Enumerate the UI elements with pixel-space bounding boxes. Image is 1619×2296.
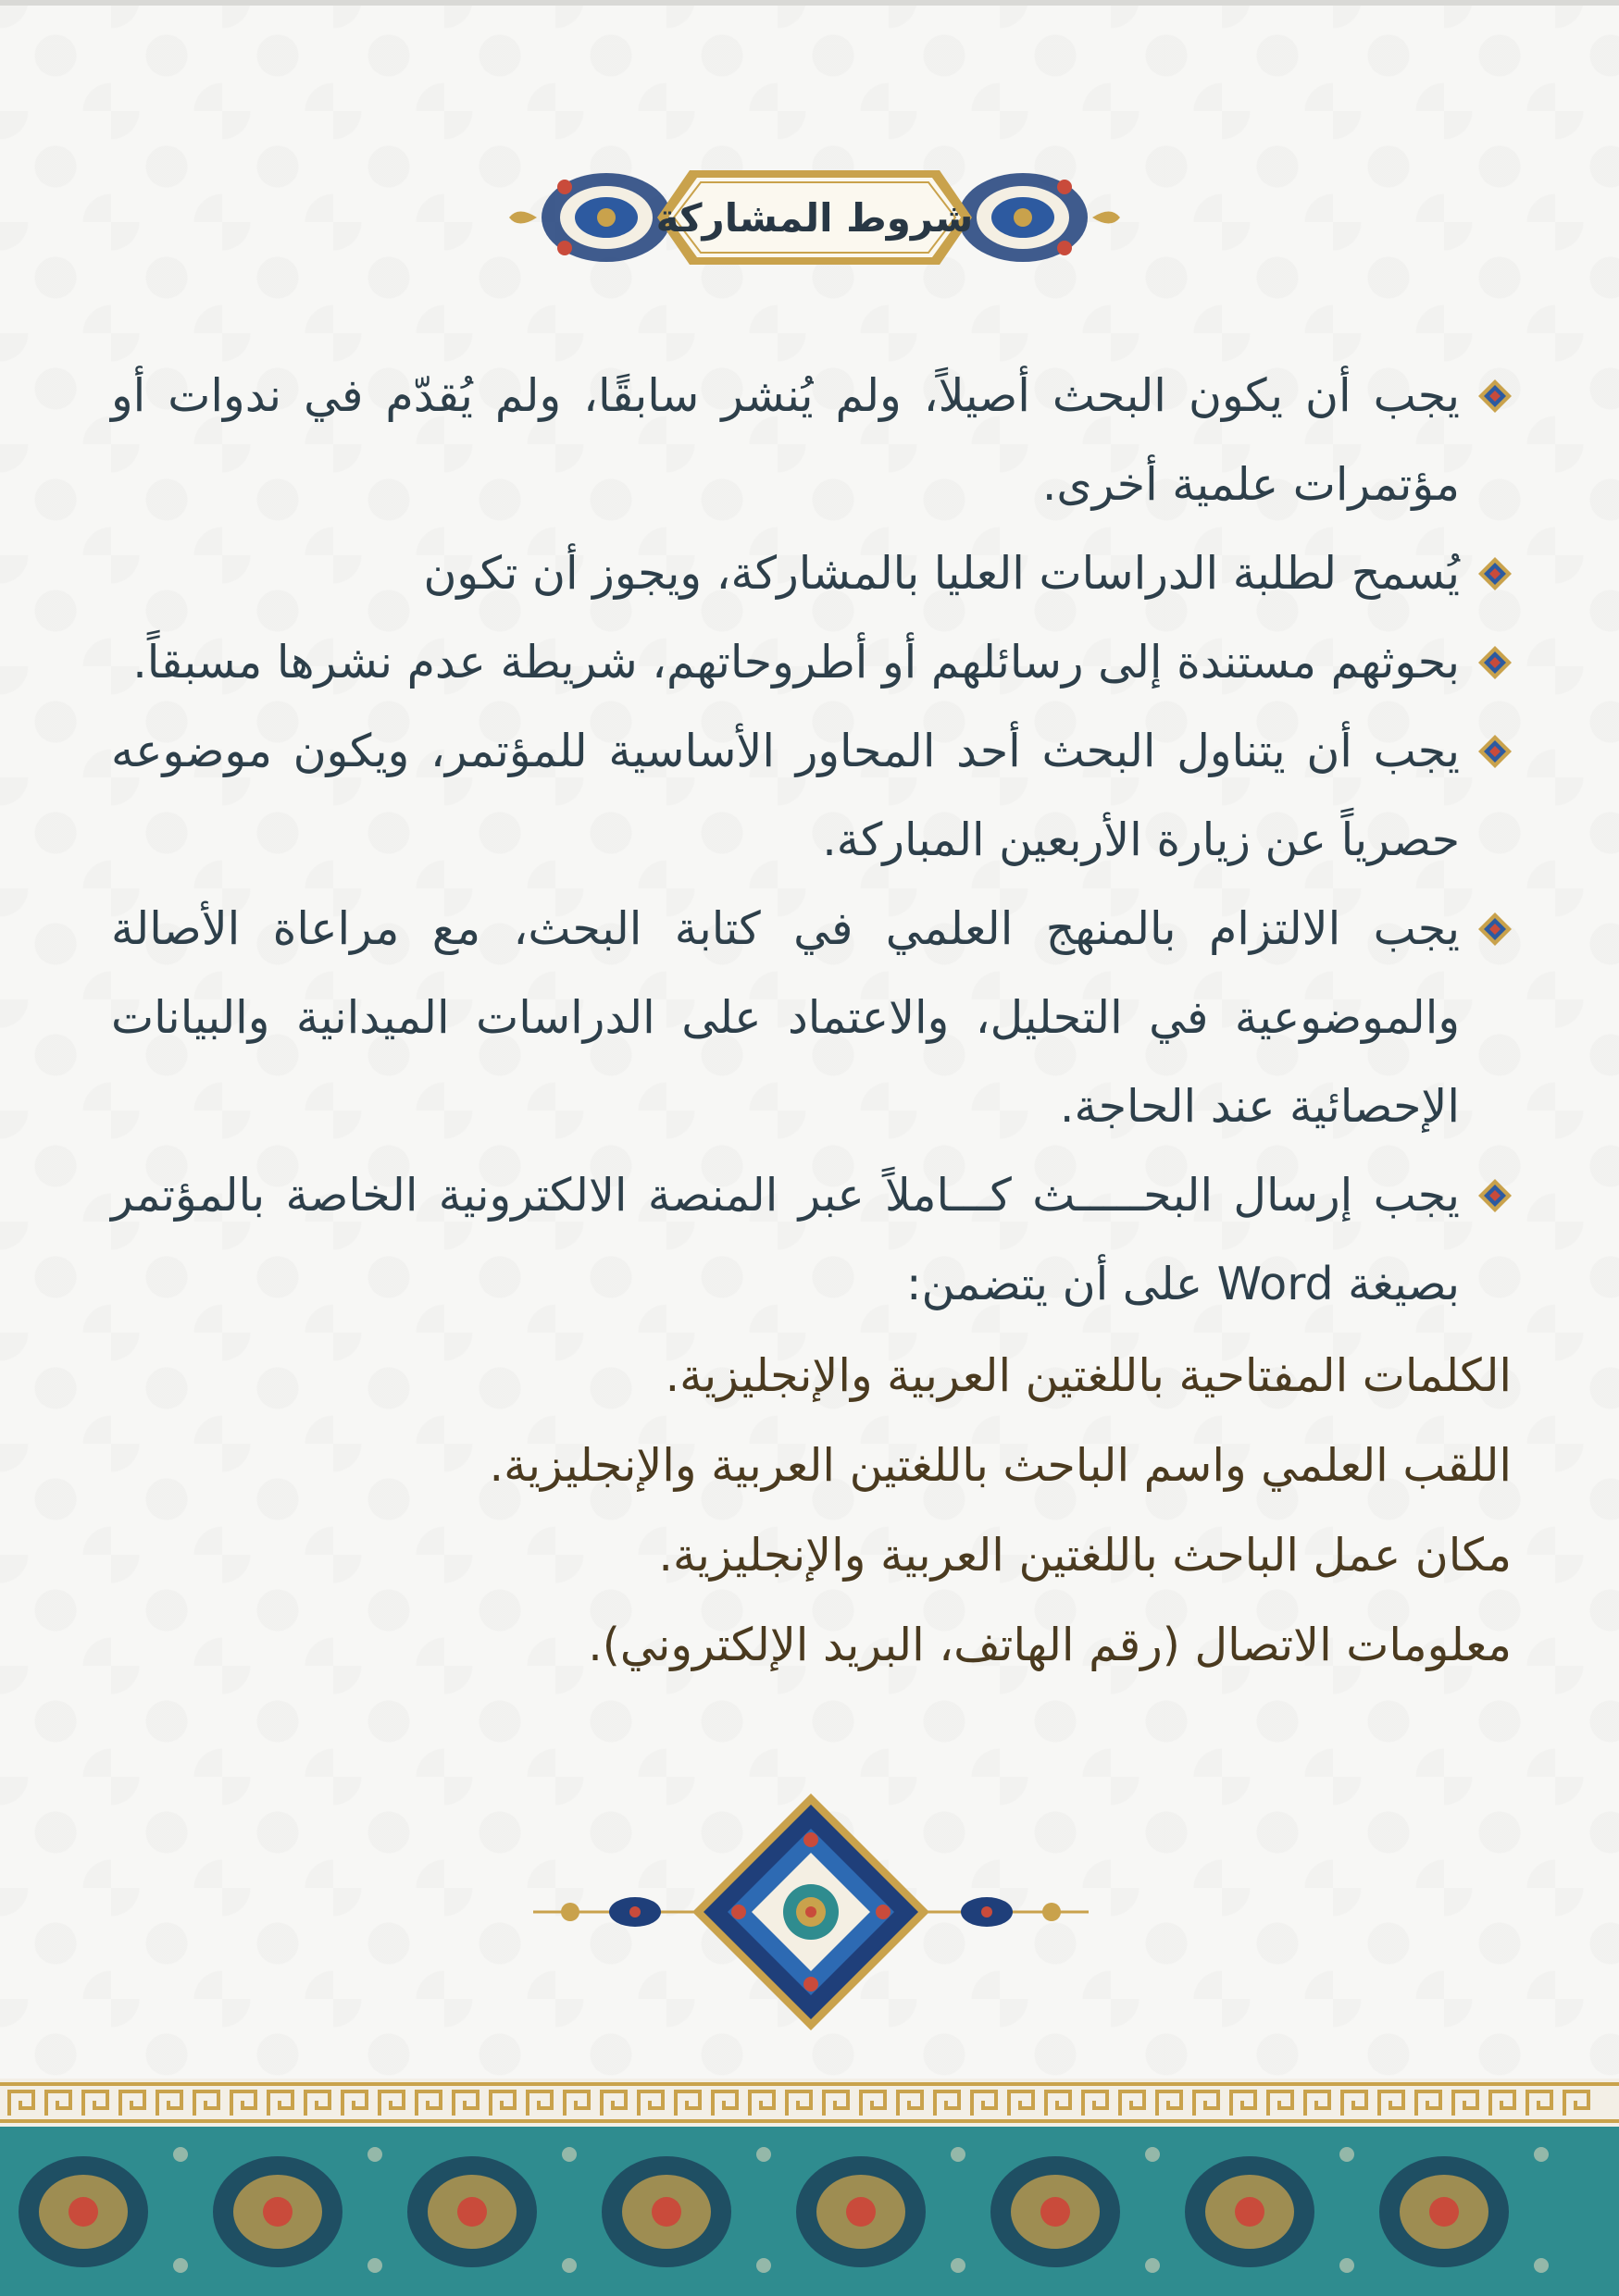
required-fields-list [111,1331,1513,1690]
title-banner [509,159,1120,276]
list-item [111,885,1513,1151]
page-title: شروط المشاركة [655,194,974,241]
diamond-bullet-icon [1476,1177,1513,1214]
top-border-line [0,0,1619,6]
medallion-icon [515,1792,1107,2032]
item-text: يجب أن يتناول البحث أحد المحاور الأساسية للمؤتمر، ويكون موضوعه حصرياً عن زيارة الأربعين المباركة. [111,725,1460,866]
list-item [111,618,1513,707]
item-text: يجب الالتزام بالمنهج العلمي في كتابة البحث، مع مراعاة الأصالة والموضوعية في التحليل، والاعتماد على الدراسات الميدانية والبيانات الإحصائية عند الحاجة. [111,902,1460,1133]
sub-item: اللقب العلمي واسم الباحث باللغتين العربية والإنجليزية. [489,1439,1512,1492]
right-arabesque-ornament [958,173,1120,262]
list-item [111,707,1513,885]
left-arabesque-ornament [509,173,671,262]
sub-item: معلومات الاتصال (رقم الهاتف، البريد الإلكتروني). [588,1619,1512,1671]
sub-item: الكلمات المفتاحية باللغتين العربية والإنجليزية. [665,1349,1512,1402]
item-text: يجب إرسال البحـــــث كـــاملاً عبر المنصة الالكترونية الخاصة بالمؤتمر بصيغة Word على أن يتضمن: [111,1169,1460,1310]
item-text: بحوثهم مستندة إلى رسائلهم أو أطروحاتهم، شريطة عدم نشرها مسبقاً. [132,636,1460,689]
bottom-medallion-ornament [515,1792,1107,2032]
list-item [111,529,1513,618]
greek-key-border [0,2079,1619,2127]
diamond-bullet-icon [1476,555,1513,592]
tile-pattern-border [0,2127,1619,2296]
conditions-list [111,352,1513,1690]
diamond-bullet-icon [1476,644,1513,681]
diamond-bullet-icon [1476,911,1513,948]
sub-item: مكان عمل الباحث باللغتين العربية والإنجليزية. [658,1529,1512,1582]
item-text: يُسمح لطلبة الدراسات العليا بالمشاركة، ويجوز أن تكون [423,547,1460,600]
item-text: يجب أن يكون البحث أصيلاً، ولم يُنشر سابقًا، ولم يُقدّم في ندوات أو مؤتمرات علمية أخرى. [111,369,1460,511]
list-item [111,1151,1513,1329]
diamond-bullet-icon [1476,733,1513,770]
diamond-bullet-icon [1476,378,1513,415]
list-item [111,352,1513,529]
